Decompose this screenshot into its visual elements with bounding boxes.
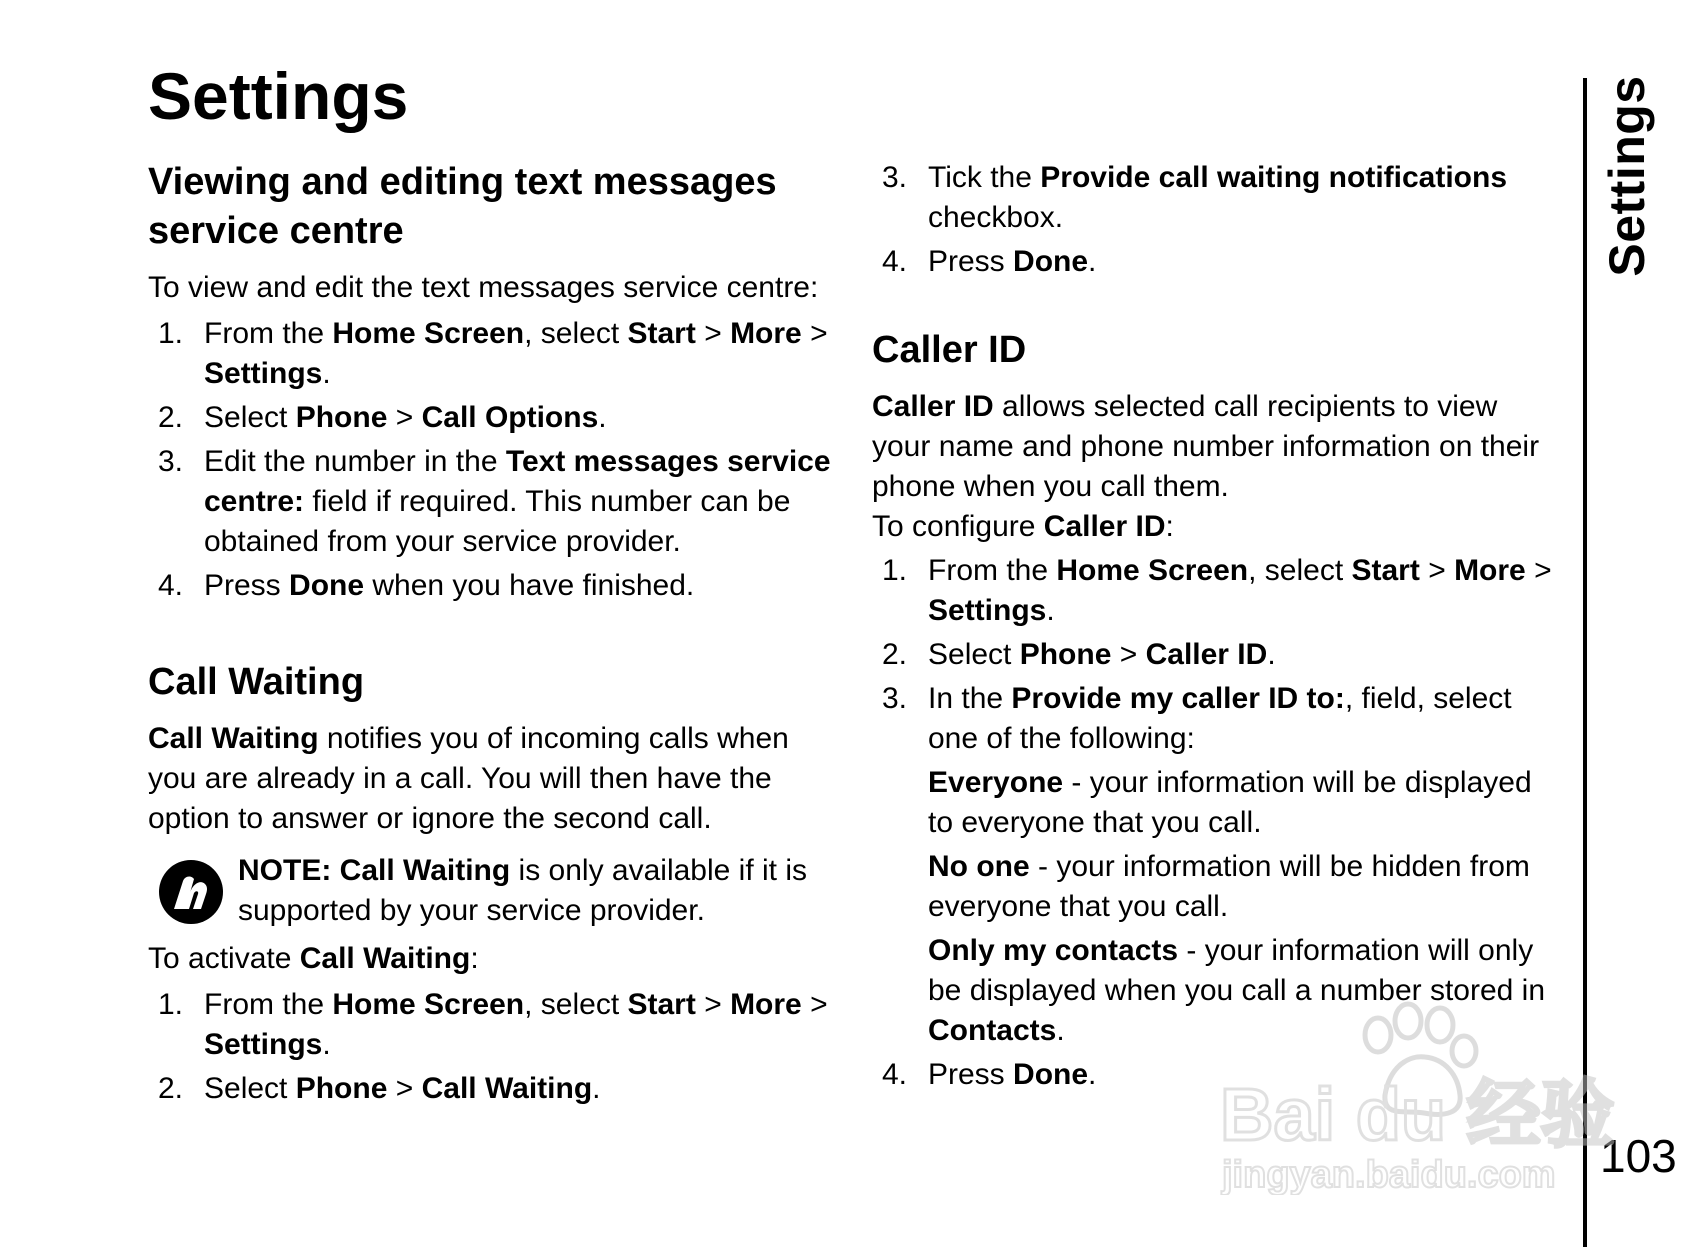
text-run: > [1111, 638, 1146, 671]
step-number: 4. [882, 245, 908, 278]
bold-term: Start [627, 317, 696, 350]
text-run: : [470, 942, 479, 975]
text-run: Select [204, 1072, 296, 1105]
service-centre-steps [148, 314, 838, 606]
text-run: . [1088, 245, 1097, 278]
text-run: > [387, 401, 422, 434]
step-text [204, 1072, 601, 1105]
bold-term: Start [627, 988, 696, 1021]
list-item [148, 442, 838, 562]
step-text [204, 569, 694, 602]
bold-term: Phone [1019, 638, 1112, 671]
text-run: field if required. This number can be obtained from your service provider. [204, 485, 791, 558]
list-item [148, 314, 838, 394]
left-column [148, 158, 838, 1113]
text-run: - your information will be displayed to everyone that you call. [928, 766, 1532, 839]
call-waiting-intro [148, 719, 838, 839]
text-run: Edit the number in the [204, 445, 506, 478]
step-text [204, 988, 828, 1061]
text-run: > [1419, 554, 1455, 587]
note-box [148, 851, 838, 933]
text-run: Press [928, 245, 1014, 278]
text-run: - your information will only be displayed when you call a number stored in [928, 934, 1546, 1007]
bold-term: Provide call waiting notifications [1040, 161, 1508, 194]
bold-term: Caller ID [1145, 638, 1268, 671]
bold-term: More [1454, 554, 1526, 587]
list-item [872, 242, 1562, 282]
step-number: 1. [158, 317, 184, 350]
text-run: , select [524, 988, 628, 1021]
list-item [872, 158, 1562, 238]
step-text [204, 401, 607, 434]
step-number: 4. [158, 569, 184, 602]
step-number: 3. [882, 682, 908, 715]
text-run: . [322, 357, 331, 390]
bold-term: More [730, 317, 802, 350]
section-heading-service-centre: Viewing and editing text messages service centre [148, 161, 777, 252]
bold-term: Home Screen [332, 988, 525, 1021]
text-run: From the [204, 317, 333, 350]
baidu-watermark-logo [1210, 995, 1630, 1195]
side-tab-settings [1592, 76, 1662, 276]
step-text [204, 445, 831, 558]
text-run: > [695, 317, 731, 350]
text-run: . [1267, 638, 1276, 671]
bold-term: Settings [204, 357, 323, 390]
step-text [204, 317, 828, 390]
bold-term: Start [1351, 554, 1420, 587]
bold-term: Everyone [928, 766, 1064, 799]
text-run: allows selected call recipients to view your name and phone number information on their phone when you call them. [872, 390, 1540, 503]
text-run: Select [928, 638, 1020, 671]
step-text [928, 161, 1507, 234]
step-text [928, 554, 1552, 627]
step-text [928, 682, 1512, 755]
step-number: 3. [882, 161, 908, 194]
bold-term: Done [1013, 1058, 1089, 1091]
watermark-url-text: jingyan.baidu.com [1222, 1154, 1556, 1195]
note-text [238, 854, 807, 927]
text-run: when you have finished. [364, 569, 695, 602]
bold-term: Done [289, 569, 365, 602]
step-text [928, 1058, 1096, 1091]
step-text [928, 245, 1096, 278]
list-item [148, 566, 838, 606]
text-run: To activate [148, 942, 300, 975]
text-run: notifies you of incoming calls when you are already in a call. You will then have the option to answer or ignore the second call. [148, 722, 789, 835]
bold-term: More [730, 988, 802, 1021]
note-icon [158, 859, 224, 925]
text-run: . [598, 401, 607, 434]
side-tab-label: Settings [1599, 75, 1655, 277]
bold-term: Only my contacts [928, 934, 1179, 967]
call-waiting-steps-continued [872, 158, 1562, 282]
list-item [148, 398, 838, 438]
bold-term: Caller ID [1043, 510, 1166, 543]
text-run: > [1525, 554, 1552, 587]
caller-id-configure [872, 507, 1562, 547]
step-text [928, 638, 1276, 671]
bold-term: Caller ID [872, 390, 994, 423]
text-run: . [1046, 594, 1055, 627]
service-centre-intro: To view and edit the text messages service centre: [148, 271, 819, 304]
text-run: To configure [872, 510, 1044, 543]
right-column [872, 158, 1562, 1099]
bold-term: Settings [928, 594, 1047, 627]
text-run: , field, select one of the following: [928, 682, 1512, 755]
bold-term: Phone [295, 1072, 388, 1105]
bold-term: Home Screen [1056, 554, 1249, 587]
bold-term: Provide my caller ID to: [1011, 682, 1345, 715]
text-run: is only available if it is supported by your service provider. [238, 854, 808, 927]
text-run: > [801, 988, 828, 1021]
text-run: , select [524, 317, 628, 350]
bold-term: Call Waiting [299, 942, 471, 975]
text-run: Tick the [928, 161, 1041, 194]
text-run: Press [928, 1058, 1014, 1091]
text-run: Press [204, 569, 290, 602]
text-run: From the [928, 554, 1057, 587]
section-heading-call-waiting: Call Waiting [148, 661, 365, 703]
watermark-brand-text: Bai du 经验 [1220, 1073, 1615, 1156]
text-run: From the [204, 988, 333, 1021]
bold-term: Contacts [928, 1014, 1057, 1047]
text-run: > [387, 1072, 422, 1105]
call-waiting-steps [148, 985, 838, 1109]
bold-term: NOTE: Call Waiting [238, 854, 511, 887]
step-number: 2. [882, 638, 908, 671]
bold-term: Home Screen [332, 317, 525, 350]
bold-term: Settings [204, 1028, 323, 1061]
bold-term: Done [1013, 245, 1089, 278]
text-run: . [1056, 1014, 1065, 1047]
list-item [148, 1069, 838, 1109]
page-number: 103 [1600, 1130, 1677, 1182]
text-run: , select [1248, 554, 1352, 587]
bold-term: Phone [295, 401, 388, 434]
step-number: 2. [158, 401, 184, 434]
list-item [872, 635, 1562, 675]
list-item [148, 985, 838, 1065]
caller-id-option [928, 763, 1562, 843]
bold-term: Call Waiting [421, 1072, 593, 1105]
text-run: In the [928, 682, 1012, 715]
text-run: : [1165, 510, 1174, 543]
text-run: > [695, 988, 731, 1021]
bold-term: Call Options [421, 401, 599, 434]
text-run: . [592, 1072, 601, 1105]
step-number: 3. [158, 445, 184, 478]
text-run: . [322, 1028, 331, 1061]
bold-term: Text messages service centre: [204, 445, 831, 518]
step-number: 1. [882, 554, 908, 587]
step-number: 4. [882, 1058, 908, 1091]
section-heading-caller-id: Caller ID [872, 329, 1027, 371]
bold-term: Call Waiting [148, 722, 319, 755]
step-number: 1. [158, 988, 184, 1021]
text-run: . [1088, 1058, 1097, 1091]
text-run: - your information will be hidden from everyone that you call. [928, 850, 1530, 923]
bold-term: No one [928, 850, 1030, 883]
step-number: 2. [158, 1072, 184, 1105]
text-run: checkbox. [928, 201, 1064, 234]
text-run: > [801, 317, 828, 350]
caller-id-option [928, 847, 1562, 927]
text-run: Select [204, 401, 296, 434]
caller-id-intro [872, 387, 1562, 507]
list-item [872, 551, 1562, 631]
page-title: Settings [148, 59, 409, 133]
call-waiting-activate [148, 939, 838, 979]
